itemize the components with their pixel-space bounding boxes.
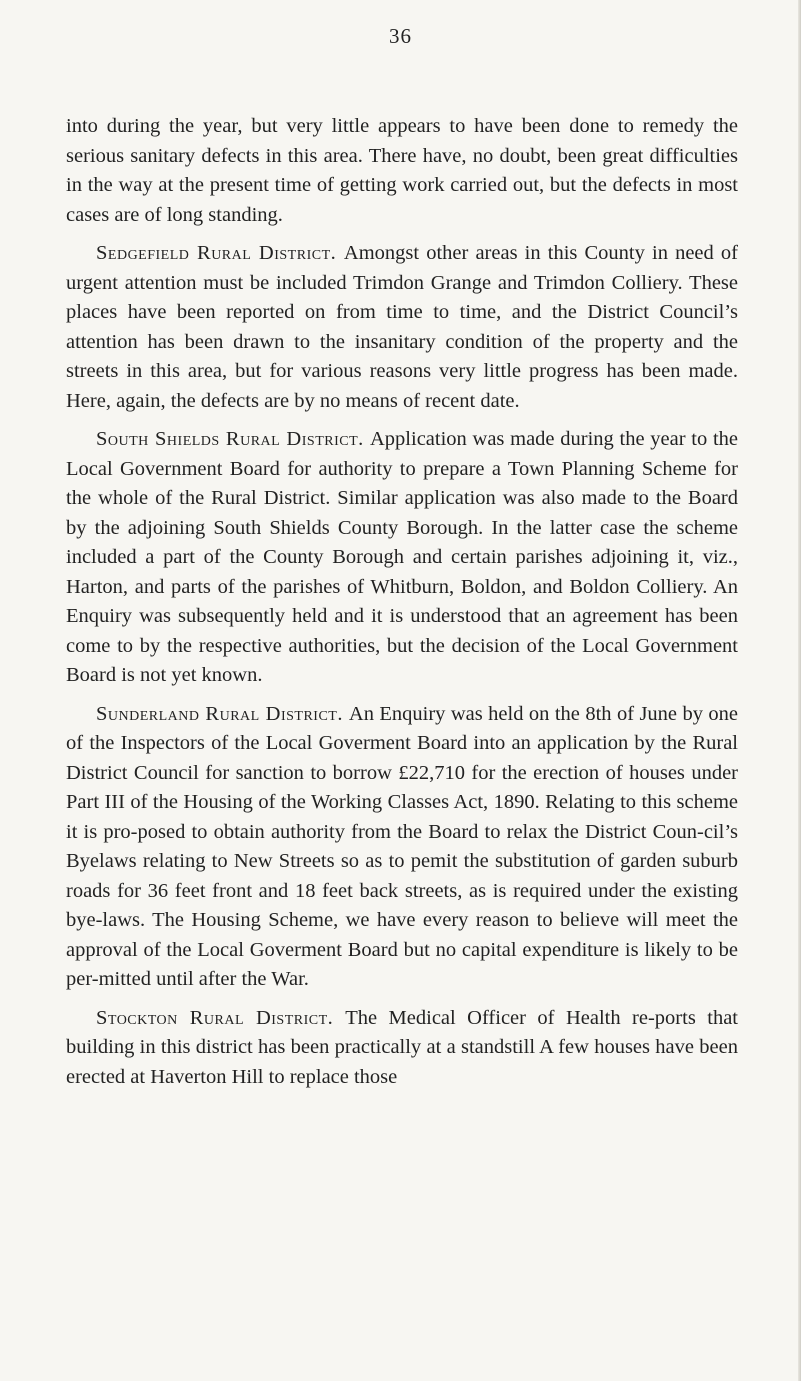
document-body (66, 112, 738, 1092)
paragraph-sedgefield (66, 239, 738, 416)
paragraph-stockton (66, 1004, 738, 1093)
paragraph-text: Amongst other areas in this County in need of urgent attention must be included Trimdon Grange and Trimdon Colliery. These places have been reported on from time to time, and the District Council’s attention has been drawn to the insanitary condition of the property and the streets in this area, but for various reasons very little progress has been made. Here, again, the defects are by no means of recent date. (66, 242, 738, 412)
section-heading: Stockton Rural District. (96, 1006, 346, 1029)
paragraph-text: into during the year, but very little appears to have been done to remedy the serious sanitary defects in this area. There have, no doubt, been great difficulties in the way at the present time of getting work carried out, but the defects in most cases are of long standing. (66, 115, 738, 226)
paragraph-text: Application was made during the year to the Local Government Board for authority to prepare a Town Planning Scheme for the whole of the Rural District. Similar application was also made to the Board by the adjoining South Shields County Borough. In the latter case the scheme included a part of the County Borough and certain parishes adjoining it, viz., Harton, and parts of the parishes of Whitburn, Boldon, and Boldon Colliery. An Enquiry was subsequently held and it is understood that an agreement has been come to by the respective authorities, but the decision of the Local Government Board is not yet known. (66, 428, 739, 686)
section-heading: Sedgefield Rural District. (96, 242, 344, 264)
paragraph-text: The Medical Officer of Health re-ports that building in this district has been practically at a standstill A few houses have been erected at Haverton Hill to replace those (66, 1006, 738, 1088)
paragraph-south-shields (66, 425, 738, 691)
paragraph-sunderland (66, 700, 738, 995)
paragraph-text: An Enquiry was held on the 8th of June by one of the Inspectors of the Local Goverment Board into an application by the Rural District Council for sanction to borrow £22,710 for the erection of houses under Part III of the Housing of the Working Classes Act, 1890. Relating to this scheme it is pro-posed to obtain authority from the Board to relax the District Coun-cil’s Byelaws relating to New Streets so as to pemit the substitution of garden suburb roads for 36 feet front and 18 feet back streets, as is required under the existing bye-laws. The Housing Scheme, we have every reason to believe will meet the approval of the Local Goverment Board but no capital expenditure is likely to be per-mitted until after the War. (66, 702, 738, 990)
page-number: 36 (389, 24, 412, 48)
section-heading: South Shields Rural District. (96, 428, 370, 450)
section-heading: Sunderland Rural District. (96, 702, 349, 725)
paragraph-continuation (66, 112, 738, 230)
